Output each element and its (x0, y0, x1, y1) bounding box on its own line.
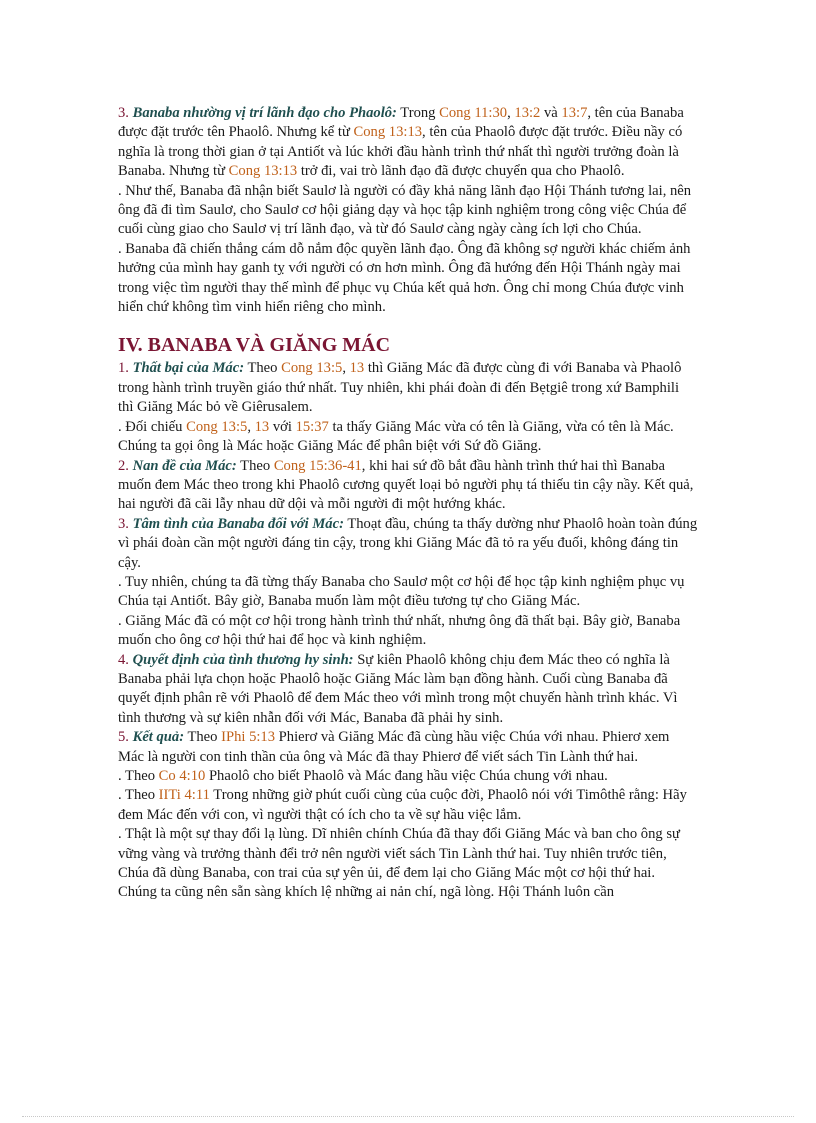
paragraph-colossians (118, 767, 698, 786)
paragraph-second-chance: . Giăng Mác đã có một cơ hội trong hành trình thứ nhất, nhưng ông đã thất bại. Bây giờ, Banaba muốn cho ông cơ hội thứ hai để học và kinh nghiệm. (118, 612, 681, 649)
point-title: Thất bại của Mác: (132, 360, 245, 377)
body-text: trở đi, vai trò lãnh đạo đã được chuyển qua cho Phaolô. (297, 163, 625, 180)
paragraph-saul-leadership: . Như thế, Banaba đã nhận biết Saulơ là người có đầy khả năng lãnh đạo Hội Thánh tương lai, nên ông đã đi tìm Saulơ, cho Saulơ cơ hội giảng dạy và học tập kinh nghiệm trong công việc Chúa để cuối cùng giao cho Saulơ vị trí lãnh đạo, và từ đó Saulơ càng ngày càng ích lợi cho Chúa. (118, 182, 692, 238)
document-page (118, 104, 698, 903)
body-text: Theo (184, 729, 222, 746)
point-title: Tâm tình của Banaba đối với Mác: (132, 515, 344, 532)
scripture-reference[interactable]: IPhi 5:13 (221, 729, 276, 746)
scripture-reference[interactable]: Cong 13:13 (228, 163, 298, 180)
point-number: 2. (118, 457, 133, 474)
paragraph-saul-opportunity: . Tuy nhiên, chúng ta đã từng thấy Banaba cho Saulơ một cơ hội để học tập kinh nghiệm phục vụ Chúa tại Antiốt. Bây giờ, Banaba muốn làm một điều tương tự cho Giăng Mác. (118, 573, 685, 610)
body-text: Phierơ và Giăng Mác đã cùng hầu việc Chúa với nhau. Phierơ xem Mác là người con tinh thần của ông và Mác đã thay Phierơ để viết sách Tin Lành thứ hai. (118, 729, 670, 765)
body-text: thì Giăng Mác đã được cùng đi với Banaba và Phaolô trong hành trình truyền giáo thứ nhất. Tuy nhiên, khi phái đoàn đi đến Bẹtgiê trong xứ Bamphili thì Giăng Mác bỏ về Giêrusalem. (118, 360, 682, 416)
body-text: . Theo (118, 768, 159, 784)
body-text: . Theo (118, 787, 159, 804)
body-text: Trong những giờ phút cuối cùng của cuộc đời, Phaolô nói với Timôthê rằng: Hãy đem Mác đến với con, vì người thật có ích cho ta về sự hầu việc lắm. (118, 787, 687, 823)
paragraph-banaba-victory: . Banaba đã chiến thắng cám dỗ nắm độc quyền lãnh đạo. Ông đã không sợ người khác chiếm ảnh hưởng của mình hay ganh tỵ với người có ơn hơn mình. Ông đã hướng đến Hội Thánh ngày mai trong việc tìm người thay thế mình để phục vụ Chúa kết quả hơn. Ông chỉ mong Chúa được vinh hiển chứ không tìm vinh hiển riêng cho mình. (118, 240, 691, 316)
scripture-reference[interactable]: 13 (349, 360, 365, 377)
point-title: Kết quả: (132, 729, 185, 746)
paragraph-mark-failure (118, 359, 698, 417)
point-number: 3. (118, 515, 133, 532)
scripture-reference[interactable]: Cong 15:36-41 (273, 457, 362, 474)
body-text: ta thấy Giăng Mác vừa có tên là Giăng, vừa có tên là Mác. Chúng ta gọi ông là Mác hoặc Giăng Mác để phân biệt với Sứ đồ Giăng. (118, 418, 674, 455)
body-text: , (342, 360, 350, 377)
body-text: với (269, 418, 296, 435)
scripture-reference[interactable]: Cong 13:5 (186, 418, 248, 435)
section-heading: IV. BANABA VÀ GIĂNG MÁC (118, 334, 391, 357)
paragraph-banaba-heart (118, 515, 698, 573)
scripture-reference[interactable]: 15:37 (295, 418, 329, 435)
point-title: Nan đề của Mác: (132, 457, 237, 474)
scripture-reference[interactable]: Cong 11:30 (439, 105, 508, 121)
body-text: và (540, 105, 562, 121)
paragraph-mark-names (118, 418, 698, 457)
body-text: , (507, 105, 515, 121)
scripture-reference[interactable]: 13 (254, 418, 270, 435)
point-number: 3. (118, 105, 133, 121)
scripture-reference[interactable]: IITi 4:11 (158, 787, 210, 804)
point-number: 1. (118, 360, 133, 377)
paragraph-encouragement: Chúng ta cũng nên sẵn sàng khích lệ những ai nản chí, ngã lòng. Hội Thánh luôn cần (118, 884, 615, 901)
point-number: 5. (118, 729, 133, 746)
paragraph-result (118, 728, 698, 767)
paragraph-banaba-yields-leadership (118, 104, 698, 182)
scripture-reference[interactable]: Cong 13:13 (353, 124, 423, 141)
body-text: Theo (244, 360, 282, 377)
scripture-reference[interactable]: Cong 13:5 (281, 360, 343, 377)
paragraph-mark-problem (118, 457, 698, 515)
paragraph-timothy (118, 786, 698, 825)
paragraph-amazing-change: . Thật là một sự thay đổi lạ lùng. Dĩ nhiên chính Chúa đã thay đổi Giăng Mác và ban cho ông sự vững vàng và trưởng thành đểi trở nên người viết sách Tin Lành thứ hai. Tuy nhiên trước tiên, Chúa đã dùng Banaba, con trai của sự yên ủi, để đem lại cho Giăng Mác một cơ hội thứ hai. (118, 826, 680, 882)
point-title: Banaba nhường vị trí lãnh đạo cho Phaolô: (132, 105, 397, 121)
body-text: , khi hai sứ đồ bắt đầu hành trình thứ hai thì Banaba muốn đem Mác theo trong khi Phaolô cương quyết loại bỏ người phụ tá thiếu tin cậy nầy. Kết quả, hai người đã cãi lẫy nhau dữ dội và mỗi người đi một hướng khác. (118, 457, 694, 513)
body-text: Trong (396, 105, 440, 121)
point-title: Quyết định của tình thương hy sinh: (132, 651, 354, 668)
body-text: Phaolô cho biết Phaolô và Mác đang hầu việc Chúa chung với nhau. (205, 768, 608, 784)
scripture-reference[interactable]: Co 4:10 (158, 768, 206, 784)
body-text: , (247, 418, 255, 435)
page-bottom-divider (22, 1116, 794, 1117)
body-text: , tên của Phaolô được đặt trước. Điều nầy có nghĩa là trong thời gian ở tại Antiốt và lúc khởi đầu hành trình thứ nhất thì người trưởng đoàn là Banaba. Nhưng từ (118, 124, 683, 180)
scripture-reference[interactable]: 13:2 (514, 105, 541, 121)
body-text: , tên của Banaba được đặt trước tên Phaolô. Nhưng kể từ (118, 105, 684, 141)
scripture-reference[interactable]: 13:7 (561, 105, 588, 121)
paragraph-sacrificial-decision (118, 651, 698, 729)
body-text: Theo (236, 457, 274, 474)
body-text: . Đối chiếu (118, 418, 187, 435)
body-text: Thoạt đầu, chúng ta thấy dường như Phaolô hoàn toàn đúng vì phái đoàn cần một người đáng tin cậy, trong khi Giăng Mác đã tỏ ra yếu đuối, không đáng tin cậy. (118, 515, 698, 571)
point-number: 4. (118, 651, 133, 668)
body-text: Sự kiên Phaolô không chịu đem Mác theo có nghĩa là Banaba phải lựa chọn hoặc Phaolô hoặc Giăng Mác làm bạn đồng hành. Cuối cùng Banaba đã quyết định phân rẽ với Phaolô để đem Mác theo với mình trong một chuyến hành trình khác. Vì tình thương và sự kiên nhẫn đối với Mác, Banaba đã phải hy sinh. (118, 651, 678, 726)
